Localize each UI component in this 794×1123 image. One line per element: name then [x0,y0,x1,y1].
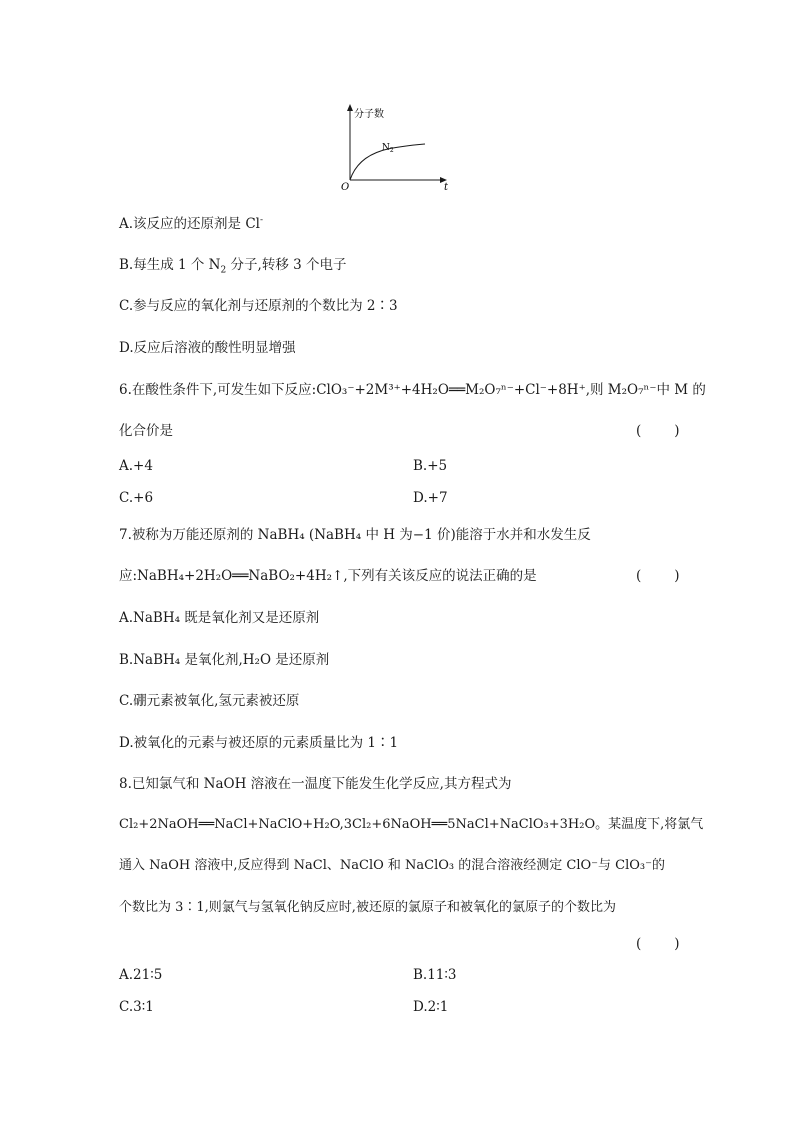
q6-option-a: A.+4 [119,458,153,474]
q8-stem-line3: 通入 NaOH 溶液中,反应得到 NaCl、NaClO 和 NaClO₃ 的混合溶液经测定 ClO⁻与 ClO₃⁻的 [119,858,665,873]
q5-option-d: D.反应后溶液的酸性明显增强 [119,340,296,356]
q8-stem-line2: Cl₂+2NaOH══NaCl+NaClO+H₂O,3Cl₂+6NaOH══5NaCl+NaClO₃+3H₂O。某温度下,将氯气 [119,817,704,832]
q6-option-c: C.+6 [119,490,154,506]
y-axis-label: 分子数 [354,109,384,120]
q8-option-d: D.2∶1 [413,999,449,1015]
q7-option-a: A.NaBH₄ 既是氧化剂又是还原剂 [119,610,320,626]
q8-option-b: B.11∶3 [413,967,457,983]
q6-option-d: D.+7 [413,490,448,506]
q7-stem-line2: 应:NaBH₄+2H₂O══NaBO₂+4H₂↑,下列有关该反应的说法正确的是 [119,568,537,584]
q5-option-c: C.参与反应的氧化剂与还原剂的个数比为 2∶3 [119,298,398,314]
y-axis-arrow [347,104,353,111]
q6-option-b: B.+5 [413,458,448,474]
origin-label: O [341,182,350,193]
q8-stem-line1: 8.已知氯气和 NaOH 溶液在一温度下能发生化学反应,其方程式为 [119,776,512,792]
n2-molecule-count-figure [330,100,460,195]
q5-option-b: B.每生成 1 个 $N_2$ 分子,转移 3 个电子 [119,257,347,276]
q6-stem-line2: 化合价是 [119,423,173,439]
q8-stem-line4: 个数比为 3∶1,则氯气与氢氧化钠反应时,被还原的氯原子和被氧化的氯原子的个数比为 [119,900,616,915]
q8-option-a: A.21∶5 [119,967,163,983]
q7-option-d: D.被氧化的元素与被还原的元素质量比为 1∶1 [119,735,399,751]
q7-option-c: C.硼元素被氧化,氢元素被还原 [119,693,300,709]
q5-option-a: A.该反应的还原剂是 Cl- [119,215,264,232]
q6-stem-line1: 6.在酸性条件下,可发生如下反应:ClO₃⁻+2M³⁺+4H₂O══M₂O₇ⁿ⁻+Cl⁻+8H⁺,则 M₂O₇ⁿ⁻中 M 的 [119,382,706,398]
q7-answer-blank: ( ) [636,568,682,584]
q8-answer-blank: ( ) [636,936,682,952]
q7-option-b: B.NaBH₄ 是氧化剂,H₂O 是还原剂 [119,652,330,668]
curve-label: $N_2$ [382,143,394,154]
q6-answer-blank: ( ) [636,423,682,439]
q7-stem-line1: 7.被称为万能还原剂的 NaBH₄ (NaBH₄ 中 H 为−1 价)能溶于水并和水发生反 [119,527,591,543]
q8-option-c: C.3∶1 [119,999,154,1015]
x-axis-label: t [444,182,449,193]
